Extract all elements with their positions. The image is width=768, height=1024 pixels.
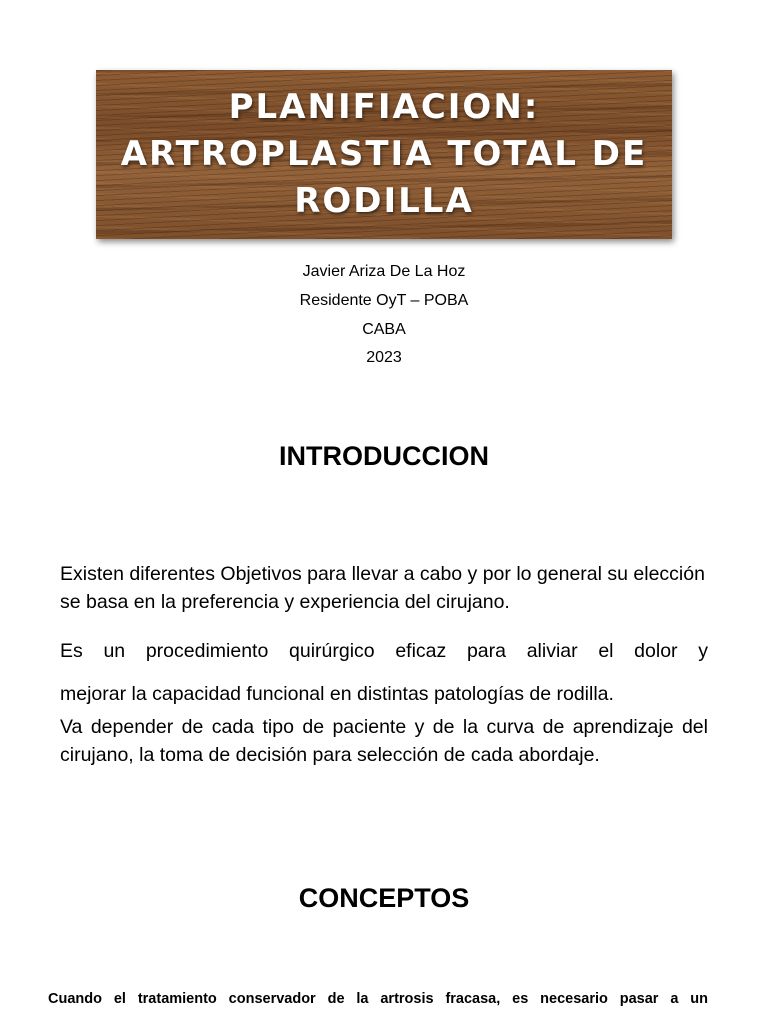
introduccion-paragraph-2-line-1: Es un procedimiento quirúrgico eficaz para aliviar el dolor y	[60, 640, 708, 662]
introduccion-heading: INTRODUCCION	[279, 441, 489, 471]
author-city: CABA	[362, 321, 406, 338]
author-role: Residente OyT – POBA	[299, 292, 469, 309]
conceptos-heading: CONCEPTOS	[298, 883, 470, 913]
author-name: Javier Ariza De La Hoz	[302, 263, 466, 280]
title-line-2: ARTROPLASTIA TOTAL DE	[120, 134, 648, 174]
introduccion-paragraph-2-line-2: mejorar la capacidad funcional en distintas patologías de rodilla.	[60, 683, 614, 705]
introduccion-paragraph-3: Va depender de cada tipo de paciente y de la curva de aprendizaje del cirujano, la toma de decisión para selección de cada abordaje.	[60, 716, 708, 766]
title-line-1: PLANIFIACION:	[228, 87, 540, 127]
conceptos-paragraph-1: Cuando el tratamiento conservador de la artrosis fracasa, es necesario pasar a un	[48, 991, 708, 1007]
title-line-3: RODILLA	[294, 181, 474, 221]
title-banner	[96, 70, 672, 239]
author-year: 2023	[366, 349, 402, 366]
introduccion-paragraph-1: Existen diferentes Objetivos para llevar a cabo y por lo general su elección se basa en la preferencia y experiencia del cirujano.	[60, 563, 705, 613]
